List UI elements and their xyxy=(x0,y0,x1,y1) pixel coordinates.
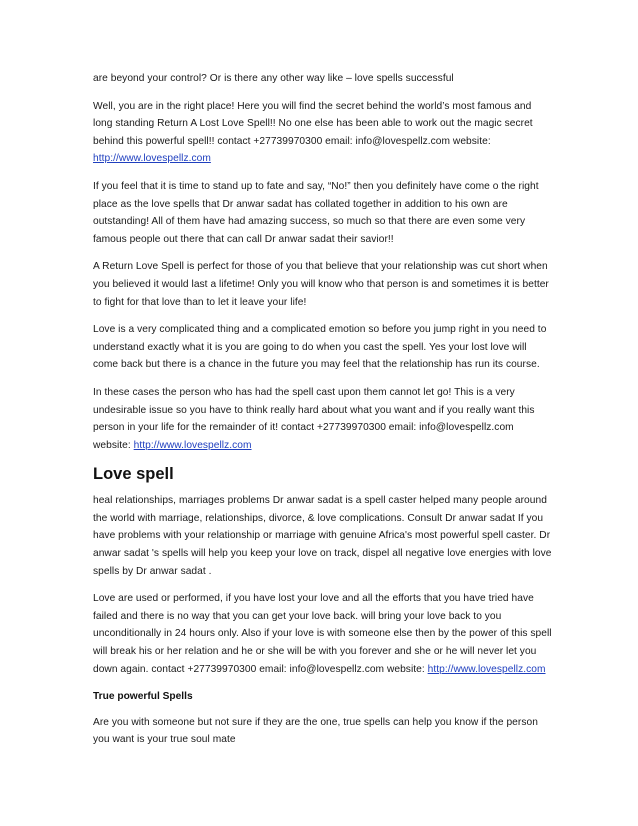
paragraph-text: are beyond your control? Or is there any other way like – love spells successful xyxy=(93,73,454,84)
paragraph-group-1 xyxy=(93,70,553,454)
website-link[interactable]: http://www.lovespellz.com xyxy=(427,663,546,675)
paragraph-text: Love is a very complicated thing and a complicated emotion so before you jump right in you need to understand exactly what it is you are going to do when you cast the spell. Yes your lost love will come back but there is a chance in the future you may feel that the relationship has run its course. xyxy=(93,324,547,371)
paragraph xyxy=(93,492,553,580)
paragraph xyxy=(93,178,553,248)
paragraph xyxy=(93,98,553,168)
paragraph xyxy=(93,70,553,88)
paragraph-text: In these cases the person who has had the spell cast upon them cannot let go! This is a very undesirable issue so you have to think really hard about what you want and if you really want this person in your life for the remainder of it! contact +27739970300 email: info@lovespellz.com website: xyxy=(93,386,535,451)
paragraph xyxy=(93,258,553,311)
subheading-true-powerful-spells: True powerful Spells xyxy=(93,691,193,703)
website-link[interactable]: http://www.lovespellz.com xyxy=(93,153,211,165)
paragraph-group-3 xyxy=(93,714,553,749)
paragraph xyxy=(93,714,553,749)
paragraph-text: heal relationships, marriages problems Dr anwar sadat is a spell caster helped many people around the world with marriage, relationships, divorce, & love complications. Consult Dr anwar sadat If you have problems with your relationship or marriage with genuine Africa's most powerful spell caster. Dr anwar sadat 's spells will help you keep your love on track, dispel all negative love energies with love spells by Dr anwar sadat . xyxy=(93,495,552,577)
paragraph xyxy=(93,590,553,678)
paragraph-text: Well, you are in the right place! Here you will find the secret behind the world’s most famous and long standing Return A Lost Love Spell!! No one else has been able to work out the magic secret behind this powerful spell!! contact +27739970300 email: info@lovespellz.com website: xyxy=(93,100,533,147)
paragraph-text: Are you with someone but not sure if they are the one, true spells can help you know if the person you want is your true soul mate xyxy=(93,716,538,746)
paragraph xyxy=(93,384,553,454)
document-page xyxy=(93,70,553,759)
website-link[interactable]: http://www.lovespellz.com xyxy=(133,439,252,451)
paragraph-text: Love are used or performed, if you have lost your love and all the efforts that you have tried have failed and there is no way that you can get your love back. will bring your love back to you unconditionally in 24 hours only. Also if your love is with someone else then by the power of this spell will break his or her relation and he or she will be with you forever and she or he will never let you down again. contact +27739970300 email: info@lovespellz.com website: xyxy=(93,593,552,675)
section-heading-love-spell: Love spell xyxy=(93,465,174,484)
paragraph-text: If you feel that it is time to stand up to fate and say, “No!” then you definitely have come o the right place as the love spells that Dr anwar sadat has collated together in addition to his own are outstanding! All of them have had amazing success, so much so that there are even some very famous people out there that can call Dr anwar sadat their savior!! xyxy=(93,180,539,245)
paragraph xyxy=(93,321,553,374)
paragraph-group-2 xyxy=(93,492,553,678)
paragraph-text: A Return Love Spell is perfect for those of you that believe that your relationship was cut short when you believed it would last a lifetime! Only you will know who that person is and sometimes it is better to fight for that love than to let it leave your life! xyxy=(93,261,549,308)
